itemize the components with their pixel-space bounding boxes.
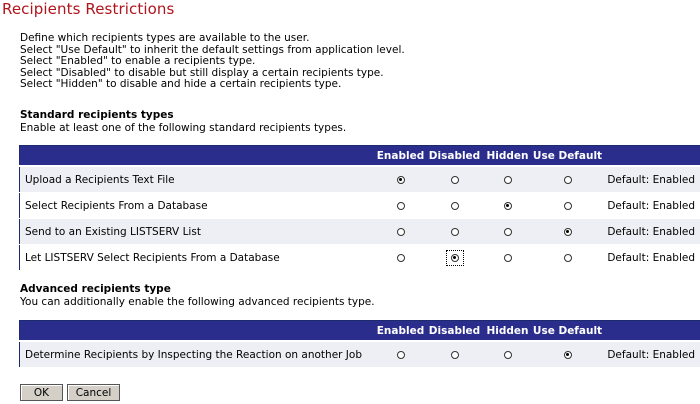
radio-cell: [427, 245, 483, 271]
radio-cell: [375, 341, 427, 368]
radio-cell: [533, 193, 603, 219]
radio-use-default[interactable]: [564, 351, 572, 359]
table-row: [20, 341, 700, 368]
radio-cell: [483, 341, 533, 368]
default-value: Default: Enabled: [603, 193, 700, 219]
radio-cell: [533, 341, 603, 368]
radio-hidden[interactable]: [504, 228, 512, 236]
default-value: Default: Enabled: [603, 219, 700, 245]
radio-cell: [375, 193, 427, 219]
header-blank: [20, 321, 375, 342]
table-row: [20, 193, 700, 219]
radio-cell: [483, 193, 533, 219]
radio-cell: [427, 219, 483, 245]
radio-hidden[interactable]: [504, 254, 512, 262]
intro-line: Select "Use Default" to inherit the default settings from application level.: [20, 43, 405, 56]
table-header-row: [20, 146, 700, 167]
intro-text: [20, 33, 405, 91]
header-blank: [603, 321, 700, 342]
header-blank: [603, 146, 700, 167]
row-label: Send to an Existing LISTSERV List: [20, 219, 375, 245]
column-header-enabled: Enabled: [375, 321, 427, 342]
ok-button[interactable]: OK: [20, 384, 63, 401]
default-value: Default: Enabled: [603, 166, 700, 193]
radio-use-default[interactable]: [564, 176, 572, 184]
radio-disabled[interactable]: [451, 254, 459, 262]
default-value: Default: Enabled: [603, 341, 700, 368]
row-label: Let LISTSERV Select Recipients From a Database: [20, 245, 375, 271]
radio-cell: [483, 245, 533, 271]
table-row: [20, 219, 700, 245]
radio-enabled[interactable]: [397, 228, 405, 236]
radio-cell: [533, 166, 603, 193]
radio-cell: [427, 193, 483, 219]
radio-disabled[interactable]: [451, 202, 459, 210]
radio-use-default[interactable]: [564, 254, 572, 262]
advanced-section-subtitle: You can additionally enable the following advanced recipients type.: [20, 296, 375, 308]
intro-line: Define which recipients types are available to the user.: [20, 32, 310, 44]
radio-disabled[interactable]: [451, 228, 459, 236]
radio-disabled[interactable]: [451, 176, 459, 184]
column-header-disabled: Disabled: [427, 321, 483, 342]
radio-hidden[interactable]: [504, 202, 512, 210]
column-header-disabled: Disabled: [427, 146, 483, 167]
radio-use-default[interactable]: [564, 228, 572, 236]
cancel-button[interactable]: Cancel: [67, 384, 120, 401]
column-header-hidden: Hidden: [483, 146, 533, 167]
column-header-use-default: Use Default: [533, 321, 603, 342]
page-title: Recipients Restrictions: [2, 0, 175, 18]
radio-cell: [375, 245, 427, 271]
table-row: [20, 245, 700, 271]
radio-cell: [483, 219, 533, 245]
row-label: Select Recipients From a Database: [20, 193, 375, 219]
radio-cell: [375, 166, 427, 193]
advanced-section-title: Advanced recipients type: [20, 283, 171, 295]
standard-section-title: Standard recipients types: [20, 109, 174, 121]
radio-enabled[interactable]: [397, 351, 405, 359]
radio-enabled[interactable]: [397, 202, 405, 210]
radio-cell: [483, 166, 533, 193]
intro-line: Select "Disabled" to disable but still display a certain recipients type.: [20, 66, 384, 79]
default-value: Default: Enabled: [603, 245, 700, 271]
standard-recipients-table: [19, 145, 700, 271]
radio-hidden[interactable]: [504, 351, 512, 359]
header-blank: [20, 146, 375, 167]
radio-use-default[interactable]: [564, 202, 572, 210]
radio-disabled[interactable]: [451, 351, 459, 359]
advanced-recipients-table: [19, 320, 700, 368]
row-label: Determine Recipients by Inspecting the Reaction on another Job: [20, 341, 375, 368]
radio-cell: [533, 219, 603, 245]
radio-cell: [375, 219, 427, 245]
radio-cell: [427, 166, 483, 193]
table-header-row: [20, 321, 700, 342]
column-header-enabled: Enabled: [375, 146, 427, 167]
intro-line: Select "Hidden" to disable and hide a certain recipients type.: [20, 78, 342, 90]
intro-line: Select "Enabled" to enable a recipients type.: [20, 55, 256, 67]
radio-enabled[interactable]: [397, 176, 405, 184]
focus-outline: [446, 250, 464, 266]
table-row: [20, 166, 700, 193]
radio-hidden[interactable]: [504, 176, 512, 184]
standard-section-subtitle: Enable at least one of the following standard recipients types.: [20, 122, 347, 134]
row-label: Upload a Recipients Text File: [20, 166, 375, 193]
radio-cell: [427, 341, 483, 368]
radio-enabled[interactable]: [397, 254, 405, 262]
column-header-use-default: Use Default: [533, 146, 603, 167]
column-header-hidden: Hidden: [483, 321, 533, 342]
radio-cell: [533, 245, 603, 271]
